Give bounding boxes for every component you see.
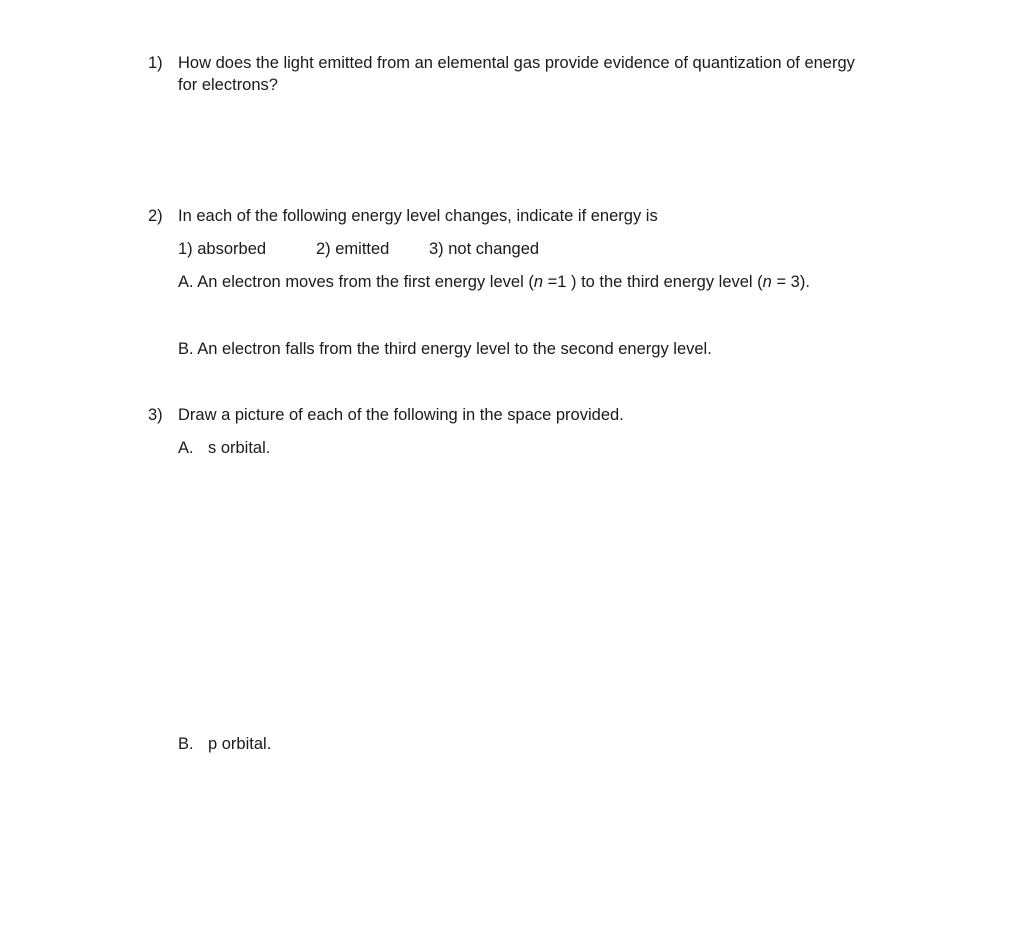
q2-option-not-changed: 3) not changed [429,240,540,258]
q1-text-line1: How does the light emitted from an elemental gas provide evidence of quantization of energy [178,54,855,72]
q3-part-b-text: p orbital. [208,735,272,753]
q2-part-a-pre: A. An electron moves from the first energy level ( [178,273,534,291]
q2-part-a-n2-var: n [762,273,772,291]
q2-part-a-n2-val: = 3). [771,273,810,291]
q2-part-a-n1-val: =1 ) to the third energy level ( [543,273,763,291]
q3-prompt: Draw a picture of each of the following in the space provided. [178,406,624,424]
q2-part-a [178,271,810,293]
q2-option-emitted: 2) emitted [316,240,390,258]
q2-prompt: In each of the following energy level changes, indicate if energy is [178,207,658,225]
q3-number: 3) [148,406,163,424]
q3-part-b-letter: B. [178,735,194,753]
q1-number: 1) [148,54,163,72]
q2-part-b: B. An electron falls from the third energy level to the second energy level. [178,340,712,358]
q2-part-a-n1-var: n [533,273,544,291]
q2-option-absorbed: 1) absorbed [178,240,267,258]
q3-part-a-text: s orbital. [208,439,271,457]
q2-number: 2) [148,207,163,225]
q1-text-line2: for electrons? [178,76,278,94]
q3-part-a-letter: A. [178,439,194,457]
